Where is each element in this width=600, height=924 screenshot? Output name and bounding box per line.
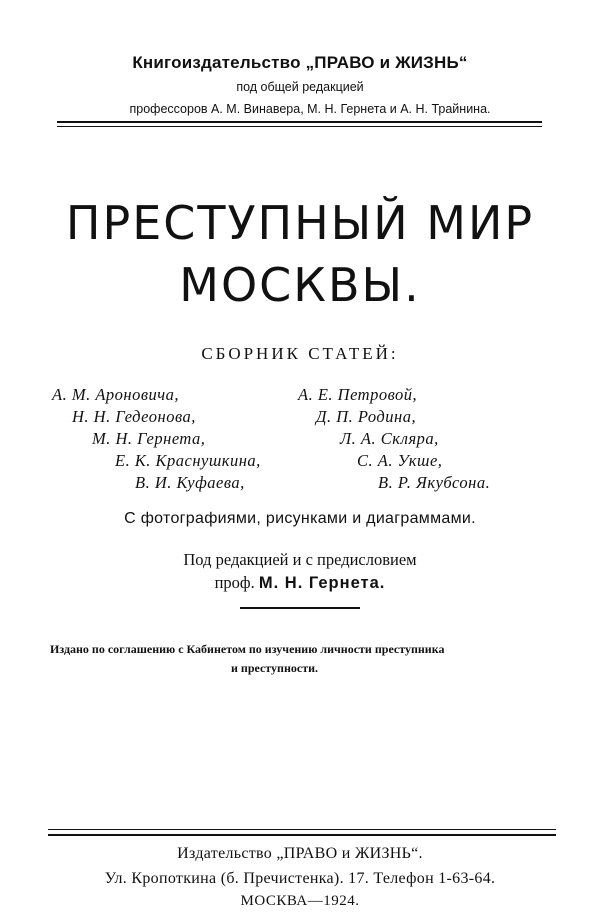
editor-name: М. Н. Гернета. [258, 574, 386, 592]
author-left-4: Е. К. Краснушкина, [115, 451, 261, 470]
author-right-1: А. Е. Петровой, [298, 385, 418, 404]
short-divider [240, 607, 360, 609]
author-right-4: С. А. Укше, [357, 451, 443, 470]
author-left-1: А. М. Аронович​а, [52, 385, 179, 404]
imprint-rule-thick [48, 834, 556, 836]
book-title-line-2: МОСКВЫ. [179, 258, 421, 312]
publisher-name: Книгоиздательство „ПРАВО и ЖИЗНЬ“ [132, 53, 468, 72]
imprint-publisher: Издательство „ПРАВО и ЖИЗНЬ“. [177, 845, 423, 862]
header-rule-thin [57, 126, 542, 127]
illustrations-note: С фотографиями, рисунками и диаграммами. [124, 510, 476, 527]
author-right-5: В. Р. Якубсона. [378, 473, 491, 492]
imprint-address: Ул. Кропоткина (б. Пречистенка). 17. Телефон 1-63-64. [104, 870, 496, 887]
imprint-city-year: МОСКВА—1924. [240, 893, 360, 909]
header-rule-thick [57, 121, 542, 123]
general-editors: профессоров А. М. Винавера, М. Н. Гернета и А. Н. Трайнина. [129, 102, 491, 116]
book-title-line-1: ПРЕСТУПНЫЙ МИР [65, 196, 535, 250]
author-right-3: Л. А. Скляра, [340, 429, 439, 448]
author-right-2: Д. П. Родина, [316, 407, 417, 426]
editorship-label: под общей редакцией [236, 80, 364, 94]
editor-prefix: проф. [214, 573, 255, 592]
editing-line-2 [0, 573, 600, 593]
author-left-2: Н. Н. Гедеонова, [72, 407, 196, 426]
imprint-rule-thin [48, 829, 556, 830]
author-left-3: М. Н. Гернета, [92, 429, 206, 448]
publication-note-line-1: Издано по соглашению с Кабинетом по изучению личности преступника [50, 642, 445, 656]
editing-line-1: Под редакцией и с предисловием [183, 550, 417, 569]
collection-subtitle: СБОРНИК СТАТЕЙ: [201, 344, 399, 363]
publication-note-line-2: и преступности. [231, 661, 318, 675]
author-left-5: В. И. Куфаева, [135, 473, 245, 492]
